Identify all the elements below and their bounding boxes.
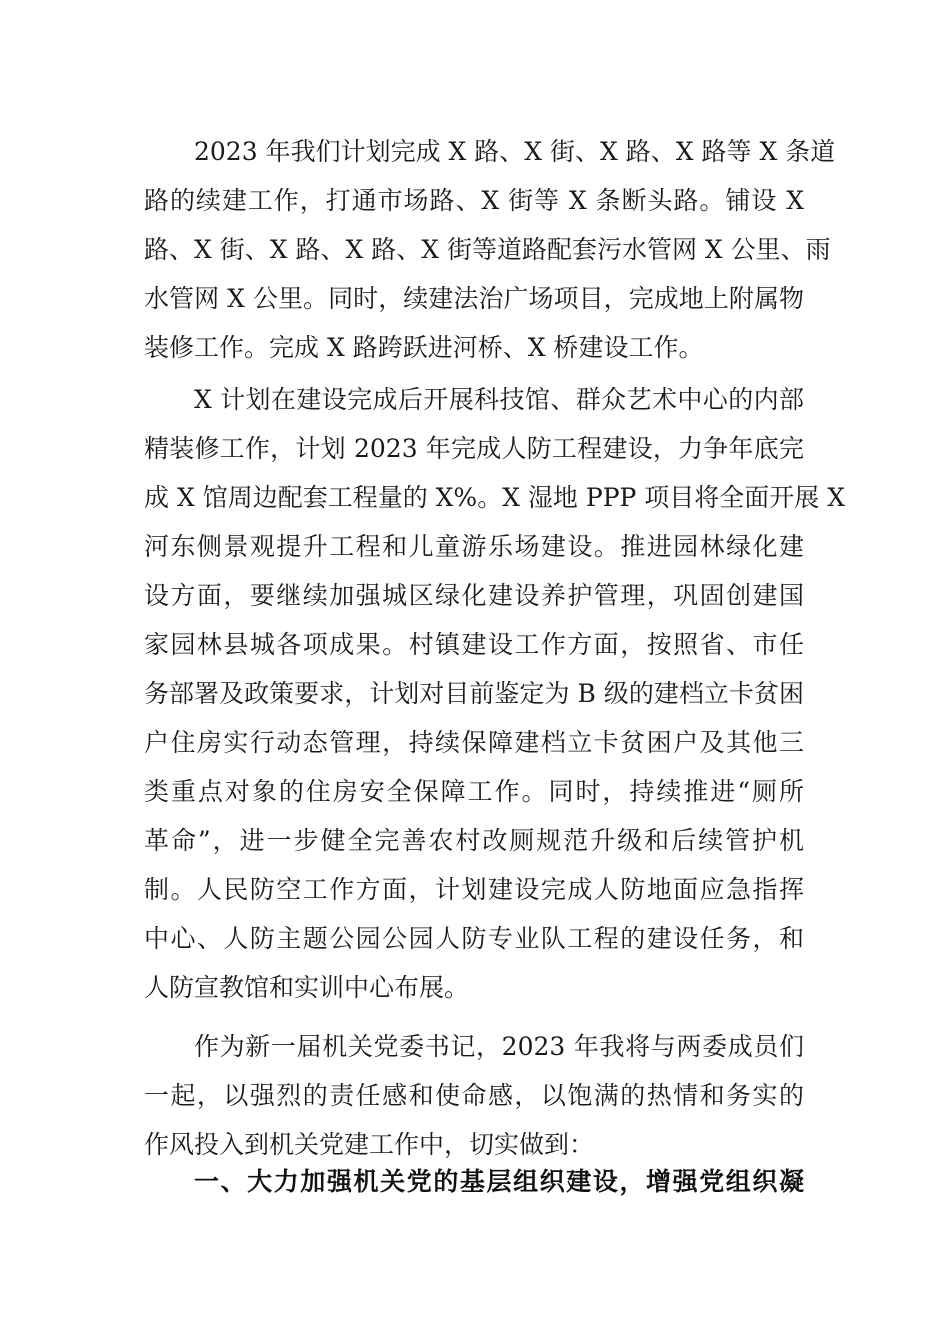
paragraph-line: 设方面，要继续加强城区绿化建设养护管理，巩固创建国 — [144, 581, 804, 610]
paragraph-line: X 计划在建设完成后开展科技馆、群众艺术中心的内部 — [194, 385, 804, 414]
paragraph-line: 精装修工作，计划 2023 年完成人防工程建设，力争年底完 — [144, 434, 804, 463]
section-heading: 一、大力加强机关党的基层组织建设，增强党组织凝 — [194, 1167, 804, 1196]
paragraph-line: 河东侧景观提升工程和儿童游乐场建设。推进园林绿化建 — [144, 532, 804, 561]
paragraph-line: 中心、人防主题公园公园人防专业队工程的建设任务，和 — [144, 924, 804, 953]
paragraph-line: 路、X 街、X 路、X 路、X 街等道路配套污水管网 X 公里、雨 — [144, 235, 831, 264]
paragraph-line: 成 X 馆周边配套工程量的 X%。X 湿地 PPP 项目将全面开展 X — [144, 483, 846, 512]
paragraph-line: 户住房实行动态管理，持续保障建档立卡贫困户及其他三 — [144, 728, 804, 757]
paragraph-line: 革命”，进一步健全完善农村改厕规范升级和后续管护机 — [144, 826, 804, 855]
paragraph-line: 人防宣教馆和实训中心布展。 — [144, 973, 470, 1002]
paragraph-line: 一起，以强烈的责任感和使命感，以饱满的热情和务实的 — [144, 1081, 804, 1110]
paragraph-line: 装修工作。完成 X 路跨跃进河桥、X 桥建设工作。 — [144, 333, 704, 362]
paragraph-line: 2023 年我们计划完成 X 路、X 街、X 路、X 路等 X 条道 — [194, 137, 836, 166]
paragraph-line: 水管网 X 公里。同时，续建法治广场项目，完成地上附属物 — [144, 284, 804, 313]
paragraph-line: 作风投入到机关党建工作中，切实做到： — [144, 1130, 595, 1159]
paragraph-line: 类重点对象的住房安全保障工作。同时，持续推进“厕所 — [144, 777, 804, 806]
paragraph-line: 务部署及政策要求，计划对目前鉴定为 B 级的建档立卡贫困 — [144, 679, 804, 708]
paragraph-line: 作为新一届机关党委书记，2023 年我将与两委成员们 — [194, 1032, 804, 1061]
paragraph-line: 路的续建工作，打通市场路、X 街等 X 条断头路。铺设 X — [144, 186, 804, 215]
paragraph-line: 制。人民防空工作方面，计划建设完成人防地面应急指挥 — [144, 875, 804, 904]
paragraph-line: 家园林县城各项成果。村镇建设工作方面，按照省、市任 — [144, 630, 804, 659]
